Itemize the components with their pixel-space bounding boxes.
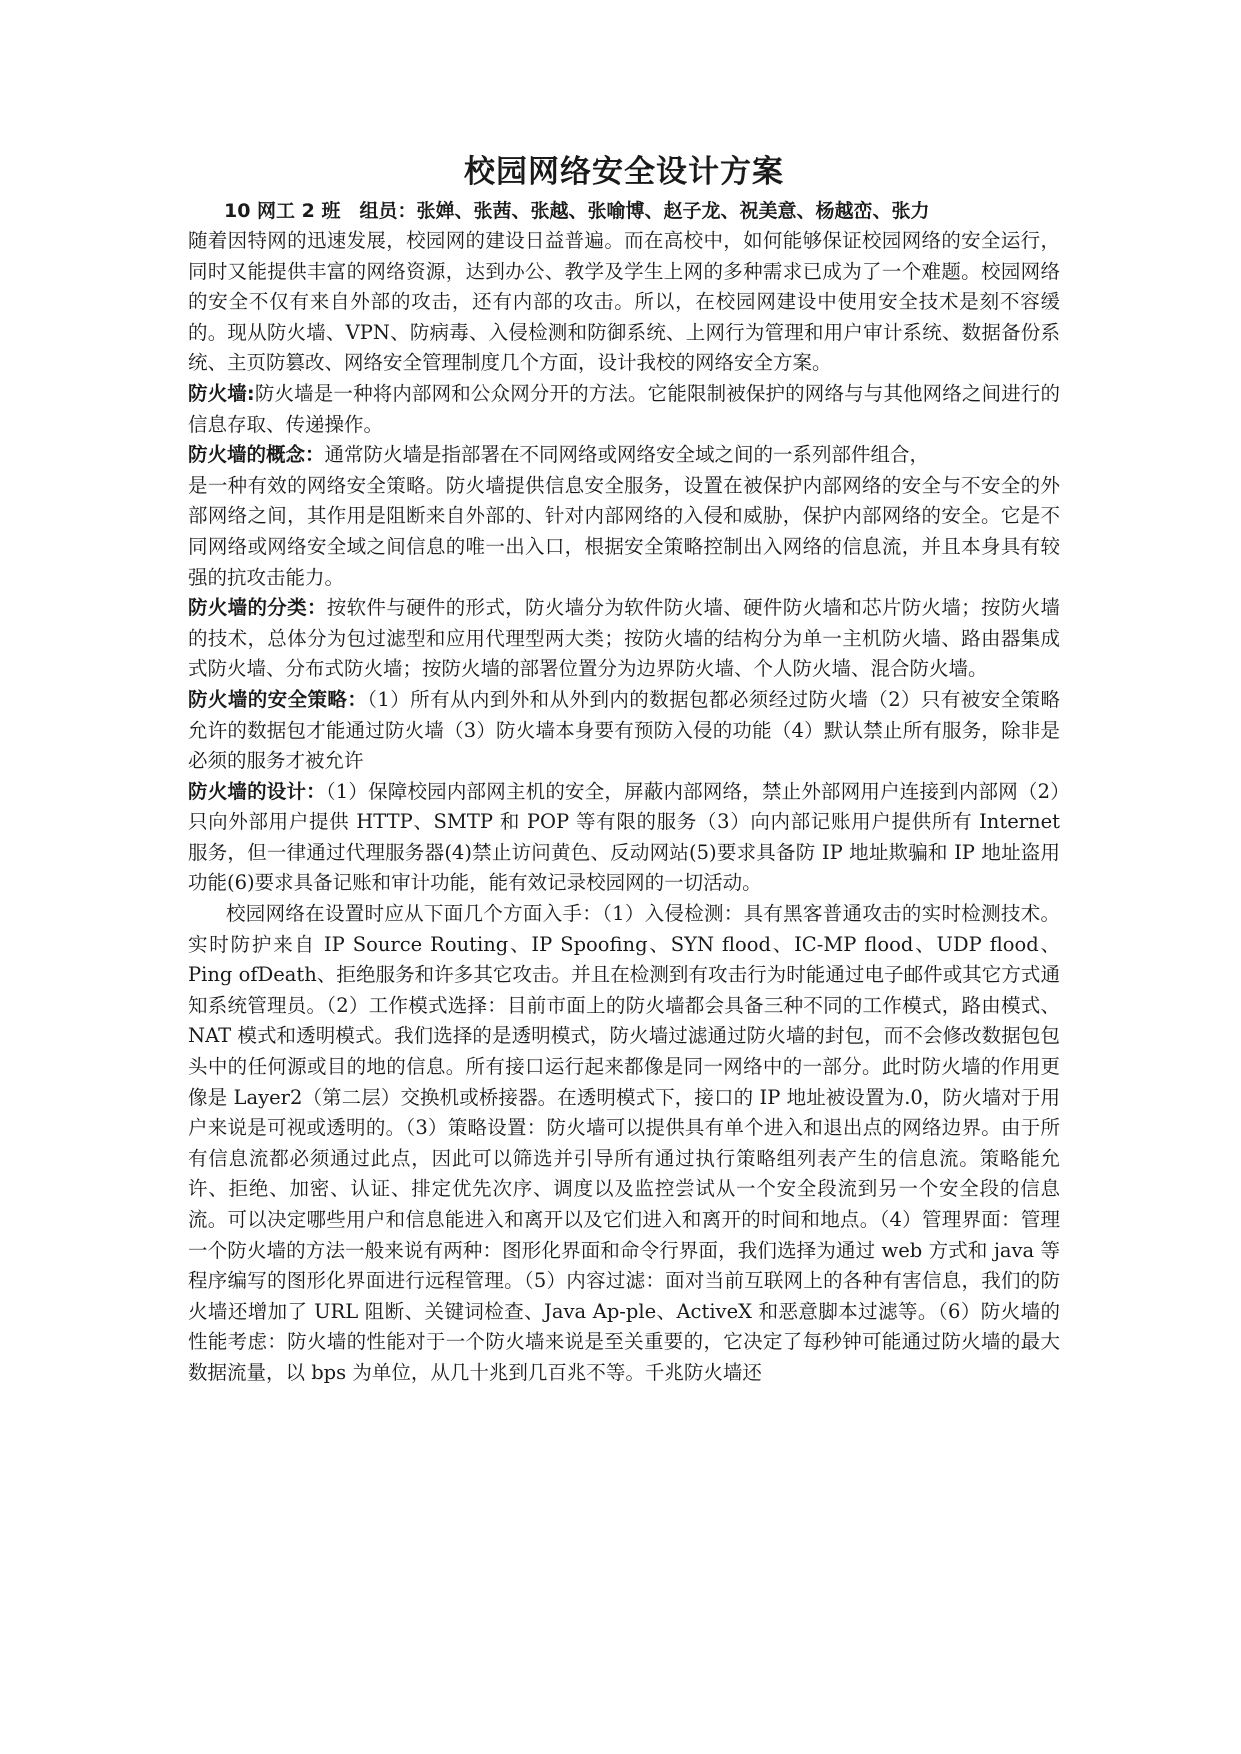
section-firewall-classification xyxy=(188,593,1060,685)
section-heading: 防火墙的概念： xyxy=(188,443,325,467)
body-paragraph: 校园网络在设置时应从下面几个方面入手：（1）入侵检测：具有黑客普通攻击的实时检测技术。实时防护来自 IP Source Routing、IP Spoofing、SYN flood、IC-MP flood、UDP flood、Ping ofDeath、拒绝服务和许多其它攻击。并且在检测到有攻击行为时能通过电子邮件或其它方式通知系统管理员。（2）工作模式选择：目前市面上的防火墙都会具备三种不同的工作模式，路由模式、NAT 模式和透明模式。我们选择的是透明模式，防火墙过滤通过防火墙的封包，而不会修改数据包包头中的任何源或目的地的信息。所有接口运行起来都像是同一网络中的一部分。此时防火墙的作用更像是 Layer2（第二层）交换机或桥接器。在透明模式下，接口的 IP 地址被设置为.0，防火墙对于用户来说是可视或透明的。（3）策略设置：防火墙可以提供具有单个进入和退出点的网络边界。由于所有信息流都必须通过此点，因此可以筛选并引导所有通过执行策略组列表产生的信息流。策略能允许、拒绝、加密、认证、排定优先次序、调度以及监控尝试从一个安全段流到另一个安全段的信息流。可以决定哪些用户和信息能进入和离开以及它们进入和离开的时间和地点。（4）管理界面：管理一个防火墙的方法一般来说有两种：图形化界面和命令行界面，我们选择为通过 web 方式和 java 等程序编写的图形化界面进行远程管理。（5）内容过滤：面对当前互联网上的各种有害信息，我们的防火墙还增加了 URL 阻断、关键词检查、Java Ap-ple、ActiveX 和恶意脚本过滤等。（6）防火墙的性能考虑：防火墙的性能对于一个防火墙来说是至关重要的，它决定了每秒钟可能通过防火墙的最大数据流量，以 bps 为单位，从几十兆到几百兆不等。千兆防火墙还 xyxy=(188,902,1060,1384)
section-text: 防火墙是一种将内部网和公众网分开的方法。它能限制被保护的网络与与其他网络之间进行的信息存取、传递操作。 xyxy=(188,381,1060,436)
section-firewall xyxy=(188,379,1060,440)
section-firewall-concept xyxy=(188,440,1060,471)
section-heading: 防火墙: xyxy=(188,381,255,405)
section-text: 按软件与硬件的形式，防火墙分为软件防火墙、硬件防火墙和芯片防火墙；按防火墙的技术，总体分为包过滤型和应用代理型两大类；按防火墙的结构分为单一主机防火墙、路由器集成式防火墙、分布式防火墙；按防火墙的部署位置分为边界防火墙、个人防火墙、混合防火墙。 xyxy=(188,596,1060,681)
section-text: （1）所有从内到外和从外到内的数据包都必须经过防火墙（2）只有被安全策略允许的数据包才能通过防火墙（3）防火墙本身要有预防入侵的功能（4）默认禁止所有服务，除非是必须的服务才被允许 xyxy=(188,687,1060,773)
author-line: 10 网工 2 班 组员：张婵、张茜、张越、张喻博、赵子龙、祝美意、杨越峦、张力 xyxy=(224,200,930,222)
intro-paragraph: 随着因特网的迅速发展，校园网的建设日益普遍。而在高校中，如何能够保证校园网络的安全运行，同时又能提供丰富的网络资源，达到办公、教学及学生上网的多种需求已成为了一个难题。校园网络的安全不仅有来自外部的攻击，还有内部的攻击。所以，在校园网建设中使用安全技术是刻不容缓的。现从防火墙、VPN、防病毒、入侵检测和防御系统、上网行为管理和用户审计系统、数据备份系统、主页防篡改、网络安全管理制度几个方面，设计我校的网络安全方案。 xyxy=(188,229,1060,375)
section-heading: 防火墙的分类： xyxy=(188,596,327,620)
section-heading: 防火墙的设计： xyxy=(188,779,326,803)
section-text: 通常防火墙是指部署在不同网络或网络安全域之间的一系列部件组合， xyxy=(324,443,930,467)
section-firewall-design xyxy=(188,777,1060,899)
section-text: （1）保障校园内部网主机的安全，屏蔽内部网络，禁止外部网用户连接到内部网（2）只向外部用户提供 HTTP、SMTP 和 POP 等有限的服务（3）向内部记账用户提供所有 Internet 服务，但一律通过代理服务器(4)禁止访问黄色、反动网站(5)要求具备防 IP 地址欺骗和 IP 地址盗用功能(6)要求具备记账和审计功能，能有效记录校园网的一切活动。 xyxy=(188,779,1060,895)
section-firewall-concept-continued xyxy=(188,471,1060,593)
section-heading: 防火墙的安全策略： xyxy=(188,687,368,711)
document-page xyxy=(188,150,1060,1389)
document-title: 校园网络安全设计方案 xyxy=(464,154,784,190)
section-firewall-security-policy xyxy=(188,685,1060,777)
section-text: 是一种有效的网络安全策略。防火墙提供信息安全服务，设置在被保护内部网络的安全与不安全的外部网络之间，其作用是阻断来自外部的、针对内部网络的入侵和威胁，保护内部网络的安全。它是不同网络或网络安全域之间信息的唯一出入口，根据安全策略控制出入网络的信息流，并且本身具有较强的抗攻击能力。 xyxy=(188,473,1060,589)
